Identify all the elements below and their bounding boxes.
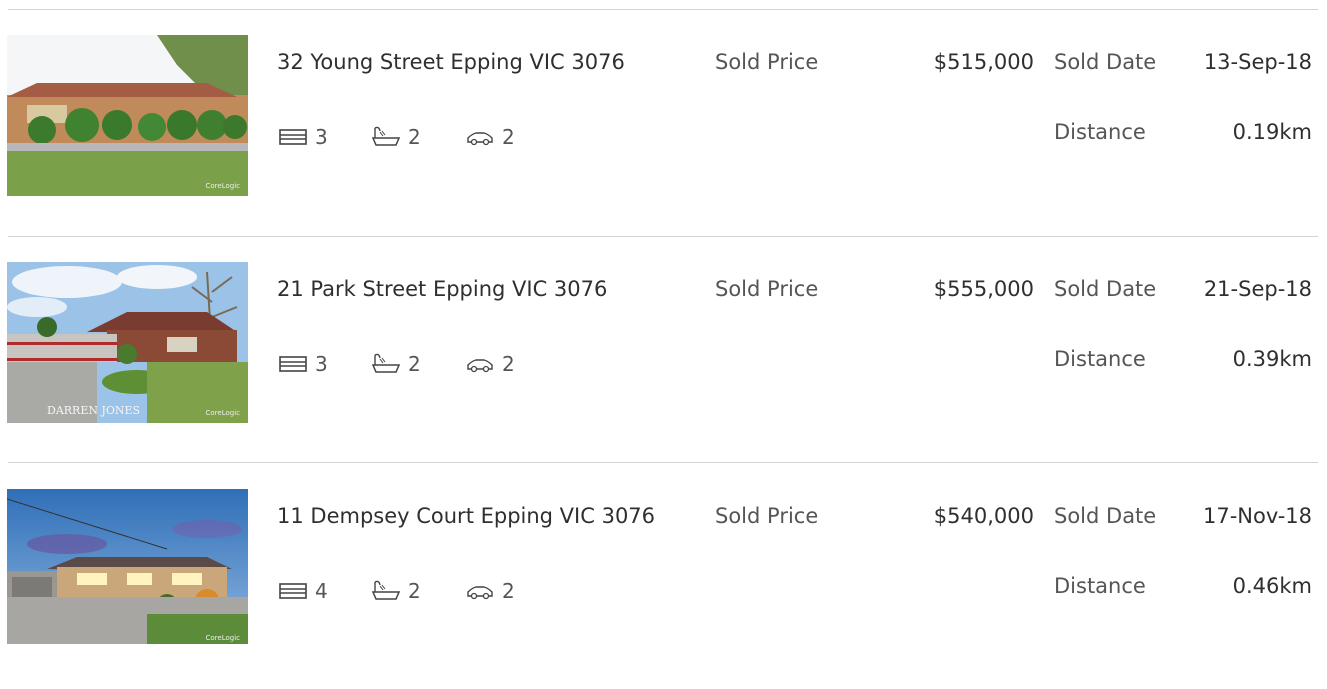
property-address[interactable]: 32 Young Street Epping VIC 3076 [277, 50, 625, 74]
sold-date-value: 13-Sep-18 [1203, 50, 1312, 74]
bed-count [279, 125, 328, 149]
sold-date-value: 21-Sep-18 [1203, 277, 1312, 301]
property-photo[interactable] [7, 489, 248, 644]
car-count [466, 125, 515, 149]
photo-watermark: CoreLogic [205, 634, 240, 642]
bed-count-value: 3 [315, 125, 328, 149]
sold-date-label: Sold Date [1054, 504, 1157, 528]
sold-date-label: Sold Date [1054, 50, 1157, 74]
divider-top [8, 9, 1318, 10]
photo-watermark: CoreLogic [205, 409, 240, 417]
bed-icon [279, 355, 307, 373]
car-count-value: 2 [502, 125, 515, 149]
bed-count-value: 3 [315, 352, 328, 376]
distance-label: Distance [1054, 574, 1146, 598]
bath-count-value: 2 [408, 579, 421, 603]
sold-price-label: Sold Price [715, 50, 819, 74]
listing-card[interactable] [0, 262, 1327, 462]
listing-card[interactable] [0, 489, 1327, 689]
bath-count [372, 579, 421, 603]
property-photo[interactable] [7, 35, 248, 196]
bath-count-value: 2 [408, 352, 421, 376]
distance-value: 0.39km [1232, 347, 1312, 371]
car-icon [466, 582, 494, 600]
bed-icon [279, 582, 307, 600]
distance-label: Distance [1054, 120, 1146, 144]
sold-price-value: $540,000 [933, 504, 1034, 528]
property-address[interactable]: 21 Park Street Epping VIC 3076 [277, 277, 608, 301]
divider [8, 236, 1318, 237]
car-icon [466, 355, 494, 373]
car-count-value: 2 [502, 579, 515, 603]
property-address[interactable]: 11 Dempsey Court Epping VIC 3076 [277, 504, 656, 528]
listing-card[interactable] [0, 35, 1327, 235]
sold-price-label: Sold Price [715, 277, 819, 301]
bath-icon [372, 580, 400, 602]
divider [8, 462, 1318, 463]
bath-count-value: 2 [408, 125, 421, 149]
sold-date-label: Sold Date [1054, 277, 1157, 301]
photo-agent: DARREN JONES [47, 404, 141, 417]
car-icon [466, 128, 494, 146]
bed-count [279, 352, 328, 376]
bath-count [372, 125, 421, 149]
photo-watermark: CoreLogic [205, 182, 240, 190]
bed-count [279, 579, 328, 603]
bath-icon [372, 126, 400, 148]
sold-price-label: Sold Price [715, 504, 819, 528]
car-count [466, 579, 515, 603]
car-count-value: 2 [502, 352, 515, 376]
sold-price-value: $515,000 [933, 50, 1034, 74]
distance-value: 0.46km [1232, 574, 1312, 598]
car-count [466, 352, 515, 376]
distance-label: Distance [1054, 347, 1146, 371]
bath-icon [372, 353, 400, 375]
bed-count-value: 4 [315, 579, 328, 603]
distance-value: 0.19km [1232, 120, 1312, 144]
sold-price-value: $555,000 [933, 277, 1034, 301]
bed-icon [279, 128, 307, 146]
property-photo[interactable] [7, 262, 248, 423]
sold-date-value: 17-Nov-18 [1202, 504, 1312, 528]
bath-count [372, 352, 421, 376]
